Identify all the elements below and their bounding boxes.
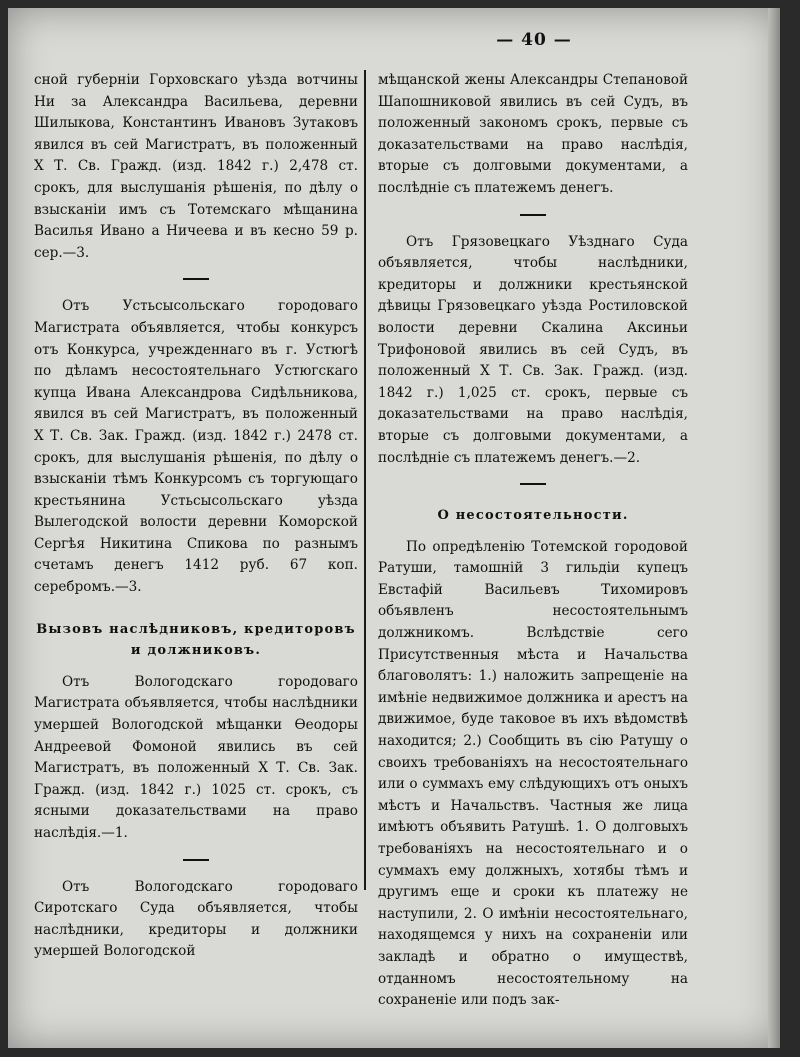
section-heading-insolvency: О несостоятельности. — [437, 508, 629, 524]
notice-zutakov: сной губерніи Горховскаго уѣзда вотчины Ни за Александра Васильева, деревни Шилыкова, Константинъ Ивановъ Зутаковъ явился въ сей Магистратъ, въ положенный Х Т. Св. Гражд. (изд. 1842 г.) 2,478 ст. срокъ, для выслушанія рѣшенія, по дѣлу о взысканіи имъ съ Тотемскаго мѣщанина Василья Ивано а Ничеева и въ кесно 59 р. сер.—3. — [34, 72, 358, 261]
separator-dash — [520, 483, 546, 485]
page-number: — 40 — — [496, 30, 572, 50]
notice-totma-insolvency: По опредѣленію Тотемской городовой Ратуши, тамошній 3 гильдіи купецъ Евстафій Васильевъ Тихомировъ объявленъ несостоятельнымъ должникомъ. Вслѣдствіе сего Присутственныя мѣста и Начальства благоволятъ: 1.) наложить запрещеніе на имѣніе недвижимое должника и арестъ на движимое, буде таковое въ ихъ вѣдомствѣ находится; 2.) Сообщить въ сію Ратушу о своихъ требованіяхъ на несостоятельнаго или о суммахъ ему слѣдующихъ отъ оныхъ мѣстъ и Начальствъ. Частныя же лица имѣютъ объявить Ратушѣ. 1. О долговыхъ требованіяхъ на несостоятельнаго и о суммахъ ему должныхъ, хотябы тѣмъ и другимъ еще и сроки къ платежу не наступили, 2. О имѣніи несостоятельнаго, находящемся у нихъ на сохраненіи или закладѣ и обратно о имуществѣ, отданномъ несостоятельному на сохраненіе или подъ зак- — [378, 538, 688, 1009]
right-column — [378, 70, 688, 1012]
notice-vologda-orphan-court: Отъ Вологодскаго городоваго Сиротскаго Суда объявляется, чтобы наслѣдники, кредиторы и должники умершей Вологодской — [34, 878, 358, 960]
separator-dash — [183, 859, 209, 861]
notice-gryazovets-court: Отъ Грязовецкаго Уѣзднаго Суда объявляется, чтобы наслѣдники, кредиторы и должники крестьянской дѣвицы Грязовецкаго уѣзда Ростиловской волости деревни Скалина Аксиньи Трифоновой явились въ сей Судъ, въ положенный Х Т. Св. Зак. Гражд. (изд. 1842 г.) 1,025 ст. срокъ, первые съ доказательствами на право наслѣдія, вторые съ долговыми документами, а послѣдніе съ платежемъ денегъ.—2. — [378, 233, 688, 466]
left-column — [34, 70, 358, 963]
newspaper-page — [8, 8, 780, 1048]
notice-shaposhnikova-cont: мѣщанской жены Александры Степановой Шапошниковой явились въ сей Судъ, въ положенный закономъ срокъ, первые съ доказательствами на право наслѣдія, вторые съ долговыми документами, а послѣдніе съ платежемъ денегъ. — [378, 72, 688, 196]
separator-dash — [183, 278, 209, 280]
notice-vologda-magistrate: Отъ Вологодскаго городоваго Магистрата объявляется, чтобы наслѣдники умершей Вологодской мѣщанки Ѳеодоры Андреевой Фомоной явились въ сей Магистратъ, въ положенный Х Т. Св. Зак. Гражд. (изд. 1842 г.) 1025 ст. срокъ, съ ясными доказательствами на право наслѣдія.—1. — [34, 673, 358, 841]
page-edge-shadow — [768, 8, 780, 1048]
notice-ustsysolsk-magistrate: Отъ Устьсысольскаго городоваго Магистрата объявляется, чтобы конкурсъ отъ Конкурса, учрежденнаго въ г. Устюгѣ по дѣламъ несостоятельнаго Устюгскаго купца Ивана Александрова Сидѣльникова, явился въ сей Магистратъ, въ положенный Х Т. Св. Зак. Гражд. (изд. 1842 г.) 2478 ст. срокъ, для выслушанія рѣшенія, по дѣлу о взысканіи тѣмъ Конкурсомъ съ торгующаго крестьянина Устьсысольскаго уѣзда Вылегодской волости деревни Коморской Сергѣя Никитина Спикова по разнымъ счетамъ денегъ 1412 руб. 67 коп. серебромъ.—3. — [34, 298, 358, 596]
column-divider — [364, 70, 366, 890]
section-heading-heirs-creditors: Вызовъ наслѣдниковъ, кредиторовъ и должниковъ. — [36, 621, 356, 659]
separator-dash — [520, 214, 546, 216]
